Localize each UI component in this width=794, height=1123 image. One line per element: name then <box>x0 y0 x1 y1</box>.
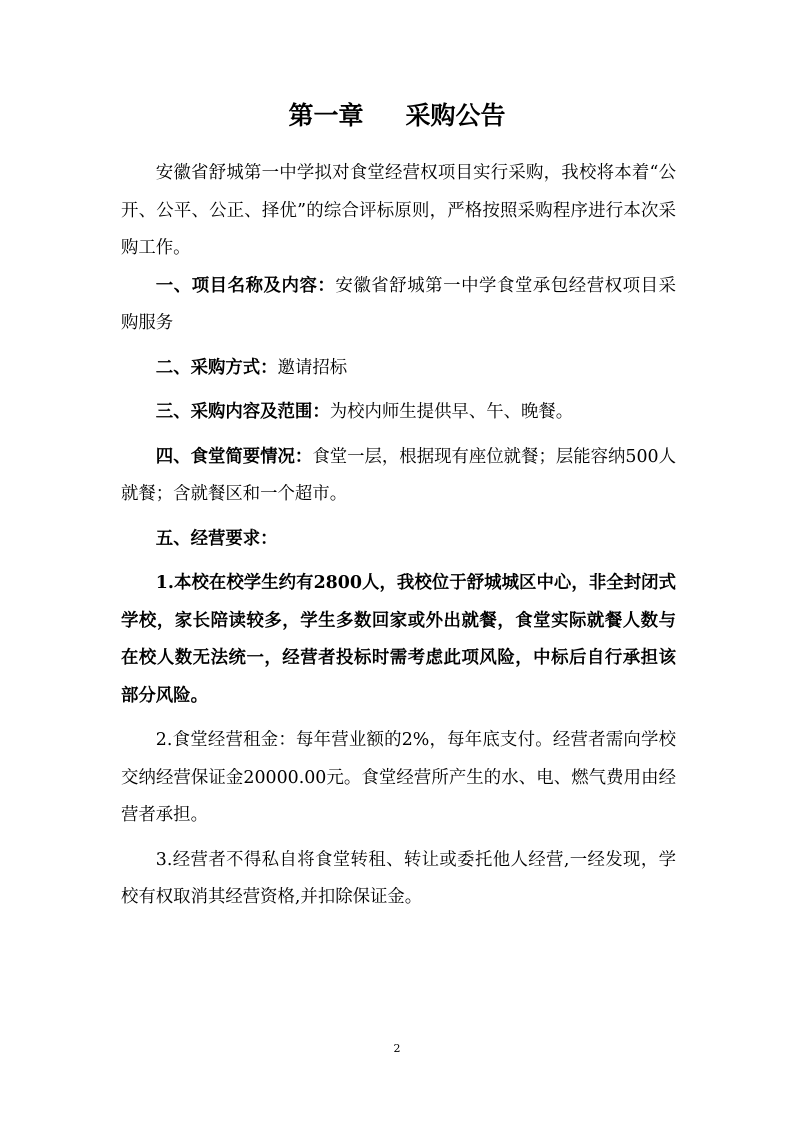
section-text: 安徽省舒城第一中学食堂承包经营权项目采购服务 <box>121 275 676 333</box>
section-label: 三、采购内容及范围： <box>155 402 330 422</box>
chapter-number: 第一章 <box>288 101 364 130</box>
section-procurement-method <box>121 350 676 388</box>
requirement-item-1: 1.本校在校学生约有2800人，我校位于舒城城区中心，非全封闭式学校，家长陪读较多，学生多数回家或外出就餐，食堂实际就餐人数与在校人数无法统一，经营者投标时需考虑此项风险，中标后自行承担该部分风险。 <box>121 573 676 706</box>
section-label: 二、采购方式： <box>155 357 278 378</box>
requirement-item-3: 3.经营者不得私自将食堂转租、转让或委托他人经营,一经发现，学校有权取消其经营资格,并扣除保证金。 <box>121 849 676 907</box>
requirement-item-2: 2.食堂经营租金：每年营业额的2%，每年底支付。经营者需向学校交纳经营保证金20000.00元。食堂经营所产生的水、电、燃气费用由经营者承担。 <box>121 730 676 825</box>
section-text: 食堂一层，根据现有座位就餐；层能容纳500人就餐；含就餐区和一个超市。 <box>121 446 676 504</box>
section-operating-requirements <box>121 521 676 559</box>
section-text: 为校内师生提供早、午、晚餐。 <box>329 402 574 422</box>
intro-paragraph: 安徽省舒城第一中学拟对食堂经营权项目实行采购，我校将本着“公开、公平、公正、择优”的综合评标原则，严格按照采购程序进行本次采购工作。 <box>121 163 676 258</box>
section-label: 一、项目名称及内容： <box>155 275 336 296</box>
document-body <box>121 155 676 917</box>
section-label: 五、经营要求： <box>155 528 278 549</box>
chapter-name: 采购公告 <box>405 101 506 130</box>
section-label: 四、食堂简要情况： <box>155 446 313 467</box>
page-number: 2 <box>393 1042 401 1055</box>
section-canteen-overview <box>121 439 676 514</box>
section-project-name <box>121 268 676 343</box>
chapter-title <box>0 96 794 136</box>
section-procurement-scope <box>121 394 676 432</box>
section-text: 邀请招标 <box>277 357 348 378</box>
